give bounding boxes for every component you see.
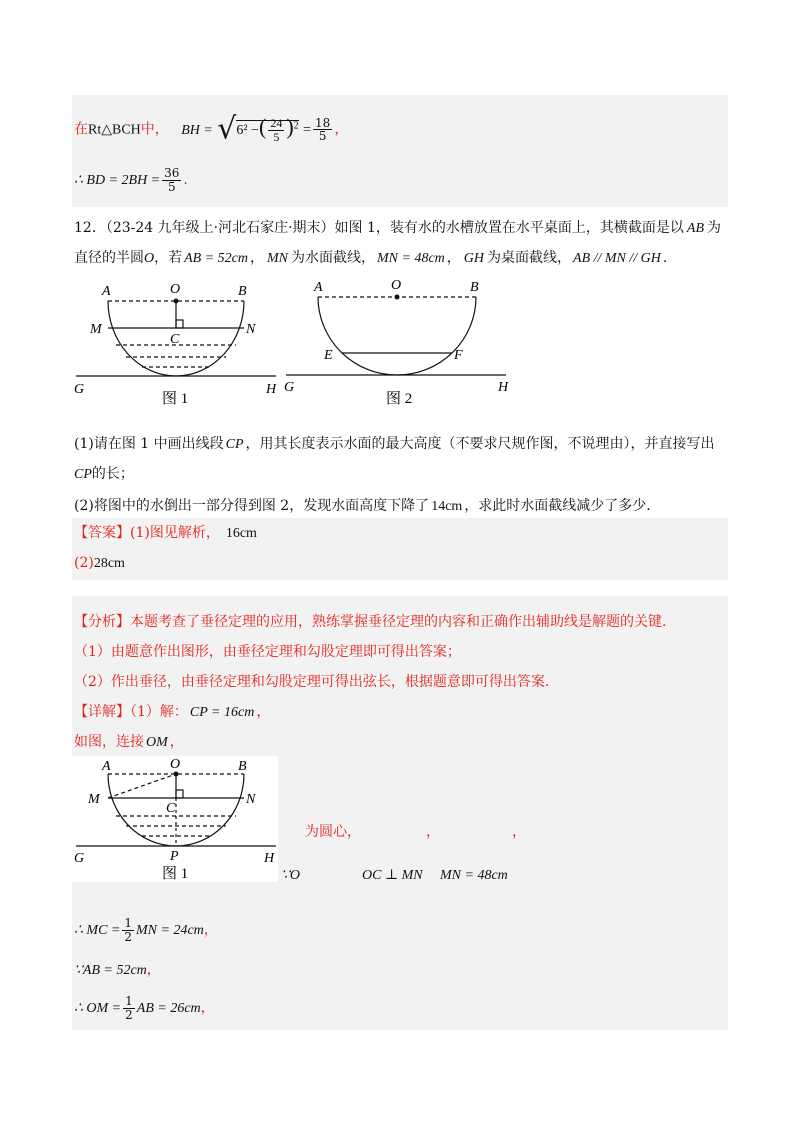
fig2-label-o: O bbox=[391, 278, 402, 293]
fig1-label-g: G bbox=[74, 382, 85, 397]
fig1-label-n: N bbox=[246, 322, 256, 337]
fig3-label-a: A bbox=[102, 759, 111, 774]
fig3-right-angle bbox=[176, 790, 183, 798]
frac-24-5: $\frac{24}{5}$ bbox=[270, 116, 283, 144]
om-line: ∴ OM = $\frac{1}{2}$ AB = 26cm， bbox=[74, 993, 215, 1022]
analysis-line-3: （2）作出垂径，由垂径定理和勾股定理可得出弦长，根据题意即可得出答案. bbox=[74, 674, 550, 690]
top-mid: 中， bbox=[140, 121, 169, 138]
because-o: ∵O bbox=[281, 868, 301, 883]
fig3-caption: 图 1 bbox=[162, 866, 189, 882]
fig1-caption: 图 1 bbox=[162, 391, 189, 407]
part-1-line-2: CP的长； bbox=[74, 466, 134, 482]
fig1-label-a: A bbox=[102, 284, 111, 299]
answer-line-1: 【答案】(1)图见解析， 16cm bbox=[74, 525, 257, 541]
frac-18-5: $\frac{18}{5}$ bbox=[315, 115, 331, 144]
figure-3 bbox=[70, 754, 280, 884]
fig3-label-m: M bbox=[88, 792, 100, 807]
figure-2 bbox=[286, 297, 506, 375]
fig3-label-o: O bbox=[170, 757, 181, 772]
bh-lhs: BH = bbox=[181, 122, 213, 138]
frac-half-2: $\frac{1}{2}$ bbox=[125, 993, 133, 1022]
top-line-1 bbox=[74, 106, 348, 146]
figures-1-2 bbox=[70, 275, 530, 415]
mn-value: MN = 48cm bbox=[440, 868, 508, 883]
detail-line-1: 【详解】（1）解： CP = 16cm ， bbox=[74, 704, 271, 720]
sqrt-sign: √ bbox=[217, 111, 237, 147]
part-2-line: (2)将图中的水倒出一部分得到图 2，发现水面高度下降了 14cm ，求此时水面截线减少了多少. bbox=[74, 498, 651, 514]
sqrt-six: 6² − bbox=[236, 122, 260, 138]
fig1-label-c: C bbox=[170, 332, 180, 347]
answer-label: 【答案】 bbox=[74, 525, 130, 541]
fig3-label-h: H bbox=[264, 851, 275, 866]
fig1-label-b: B bbox=[238, 284, 247, 299]
fig3-om bbox=[108, 774, 176, 798]
fig1-label-o: O bbox=[170, 282, 181, 297]
fig2-label-f: F bbox=[454, 348, 463, 363]
exp-2: 2 bbox=[293, 120, 299, 131]
analysis-line-1: 【分析】本题考查了垂径定理的应用，熟练掌握垂径定理的内容和正确作出辅助线是解题的关键. bbox=[74, 614, 667, 630]
bh-eq: = bbox=[303, 122, 312, 138]
fig2-center-dot bbox=[395, 295, 400, 300]
fig3-label-g: G bbox=[74, 851, 85, 866]
fig3-center-dot bbox=[174, 772, 179, 777]
frac-36-5: $\frac{36}{5}$ bbox=[164, 165, 180, 194]
fig2-arc bbox=[318, 297, 476, 375]
fig3-label-b: B bbox=[238, 759, 247, 774]
ab-line: ∵AB = 52cm， bbox=[74, 962, 161, 978]
mc-line: ∴ MC = $\frac{1}{2}$ MN = 24cm， bbox=[74, 915, 218, 944]
comma-2: ， bbox=[512, 824, 526, 840]
fig3-label-p: P bbox=[170, 849, 179, 864]
fig2-label-e: E bbox=[324, 348, 333, 363]
question-line-2: 直径的半圆O，若 AB = 52cm ， MN 为水面截线， MN = 48cm ， GH 为桌面截线， AB // MN // GH . bbox=[74, 250, 668, 266]
fig3-label-n: N bbox=[246, 792, 256, 807]
center-note: 为圆心， bbox=[305, 824, 361, 840]
top-prefix: 在 bbox=[74, 121, 88, 138]
fig1-label-m: M bbox=[90, 322, 102, 337]
top-line-2 bbox=[74, 160, 188, 200]
analysis-line-2: （1）由题意作出图形，由垂径定理和勾股定理即可得出答案； bbox=[74, 644, 461, 660]
detail-line-2: 如图，连接 OM ， bbox=[74, 734, 184, 750]
fig2-label-a: A bbox=[314, 280, 323, 295]
top-line2-end: . bbox=[183, 172, 188, 188]
answer-line-2: (2)28cm bbox=[74, 555, 125, 571]
fig2-label-g: G bbox=[284, 380, 295, 395]
analysis-label: 【分析】 bbox=[74, 614, 130, 630]
frac-half-1: $\frac{1}{2}$ bbox=[124, 915, 132, 944]
bd-lhs: ∴ BD = 2BH = bbox=[74, 173, 161, 188]
detail-label: 【详解】 bbox=[74, 704, 130, 720]
sqrt-body: 6² −( $\frac{24}{5}$ )$^2$ bbox=[236, 113, 299, 144]
fig1-label-h: H bbox=[266, 382, 277, 397]
fig2-caption: 图 2 bbox=[386, 391, 413, 407]
top-triangle: Rt△BCH bbox=[88, 122, 141, 138]
oc-perp-mn: OC ⊥ MN bbox=[362, 868, 423, 883]
fig3-label-c: C bbox=[166, 801, 176, 816]
fig2-label-h: H bbox=[498, 380, 509, 395]
fig2-label-b: B bbox=[470, 280, 479, 295]
comma-1: ， bbox=[426, 824, 440, 840]
part-1-line-1: (1)请在图 1 中画出线段 CP ，用其长度表示水面的最大高度（不要求尺规作图，不说理由），并直接写出 bbox=[74, 436, 715, 452]
question-line-1: 12．（23-24 九年级上·河北石家庄·期末）如图 1，装有水的水槽放置在水平桌面上，其横截面是以 AB 为 bbox=[74, 220, 721, 236]
fig1-right-angle bbox=[176, 320, 183, 328]
fig1-center-dot bbox=[174, 299, 179, 304]
top-line1-end: ， bbox=[334, 121, 349, 138]
